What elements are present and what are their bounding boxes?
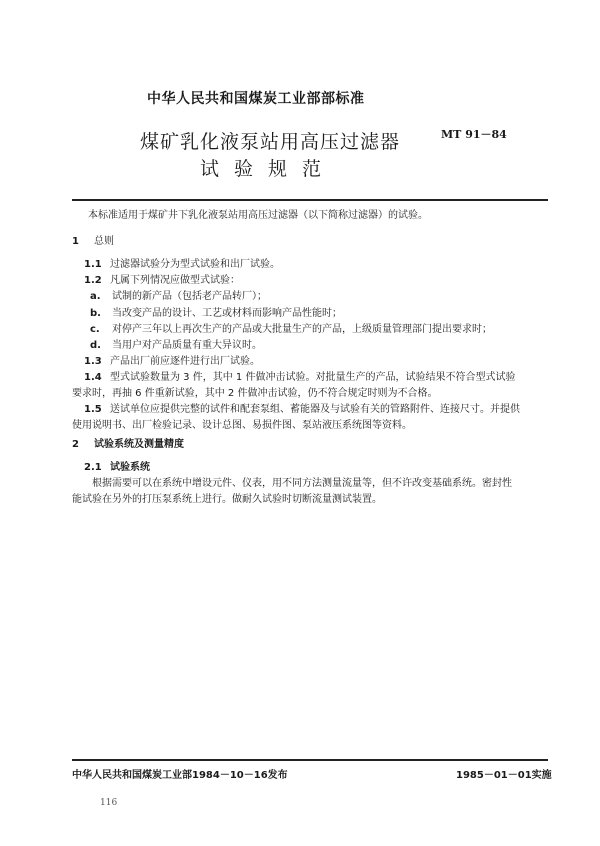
header-divider: [72, 199, 548, 201]
subitem-c: [90, 322, 492, 338]
subitem-text: 当用户对产品质量有重大异议时。: [112, 340, 262, 351]
clause-text: 凡属下列情况应做型式试验：: [110, 275, 240, 286]
clause-text: 送试单位应提供完整的试件和配套泵组、蓄能器及与试验有关的管路附件、连接尺寸。并提供: [110, 404, 520, 415]
clause-title: 试验系统: [110, 462, 150, 473]
clause-number: 1.3: [84, 356, 102, 367]
clause-2-1-para: 根据需要可以在系统中增设元件、仪表，用不同方法测量流量等，但不许改变基础系统。密封性: [92, 478, 512, 489]
subitem-label: b.: [90, 308, 101, 319]
page-number: 116: [100, 798, 118, 808]
clause-number: 1.5: [84, 404, 102, 415]
standard-code: MT 91－84: [441, 128, 507, 141]
clause-1-5-cont: 使用说明书、出厂检验记录、设计总图、易损件图、泵站液压系统图等资料。: [72, 420, 412, 431]
section-number: 2: [72, 439, 79, 450]
clause-1-2: [84, 273, 240, 289]
footer-divider: [72, 759, 548, 761]
subitem-text: 对停产三年以上再次生产的产品或大批量生产的产品，上级质量管理部门提出要求时；: [112, 324, 492, 335]
subitem-label: d.: [90, 340, 101, 351]
issuing-authority: 中华人民共和国煤炭工业部部标准: [147, 91, 365, 107]
clause-text: 产品出厂前应逐件进行出厂试验。: [110, 356, 260, 367]
subitem-label: a.: [90, 291, 101, 302]
subtitle-char: 范: [302, 158, 322, 180]
subitem-d: [90, 338, 262, 354]
effective-date: 1985－01－01实施: [456, 770, 552, 781]
clause-text: 过滤器试验分为型式试验和出厂试验。: [110, 259, 280, 270]
clause-1-4-cont: 要求时，再抽 6 件重新试验，其中 2 件做冲击试验，仍不符合规定时则为不合格。: [72, 388, 438, 399]
subtitle-char: 验: [234, 158, 254, 180]
clause-1-5: [84, 402, 520, 418]
section-1-heading: [72, 234, 114, 250]
document-title: 煤矿乳化液泵站用高压过滤器: [140, 131, 401, 153]
issue-date: 中华人民共和国煤炭工业部1984－10－16发布: [72, 770, 288, 781]
clause-number: 1.1: [84, 259, 102, 270]
clause-text: 型式试验数量为 3 件，其中 1 件做冲击试验。对批量生产的产品，试验结果不符合型式试验: [110, 372, 516, 383]
section-number: 1: [72, 236, 79, 247]
clause-number: 1.4: [84, 372, 102, 383]
clause-number: 2.1: [84, 462, 102, 473]
section-title: 试验系统及测量精度: [94, 439, 184, 450]
clause-1-4: [84, 370, 515, 386]
clause-1-3: [84, 354, 260, 370]
subitem-label: c.: [90, 324, 100, 335]
document-subtitle: [200, 154, 336, 181]
subtitle-char: 试: [200, 158, 220, 180]
subitem-text: 当改变产品的设计、工艺或材料而影响产品性能时；: [112, 308, 342, 319]
subitem-a: [90, 289, 267, 305]
clause-1-1: [84, 257, 280, 273]
subitem-b: [90, 306, 342, 322]
subitem-text: 试制的新产品（包括老产品转厂）；: [112, 291, 267, 302]
subtitle-char: 规: [268, 158, 288, 180]
clause-2-1: [84, 460, 150, 476]
clause-2-1-para-cont: 能试验在另外的打压泵系统上进行。做耐久试验时切断流量测试装置。: [72, 494, 382, 505]
section-2-heading: [72, 437, 184, 453]
section-title: 总则: [94, 236, 114, 247]
intro-paragraph: 本标准适用于煤矿井下乳化液泵站用高压过滤器（以下简称过滤器）的试验。: [88, 210, 428, 221]
clause-number: 1.2: [84, 275, 102, 286]
